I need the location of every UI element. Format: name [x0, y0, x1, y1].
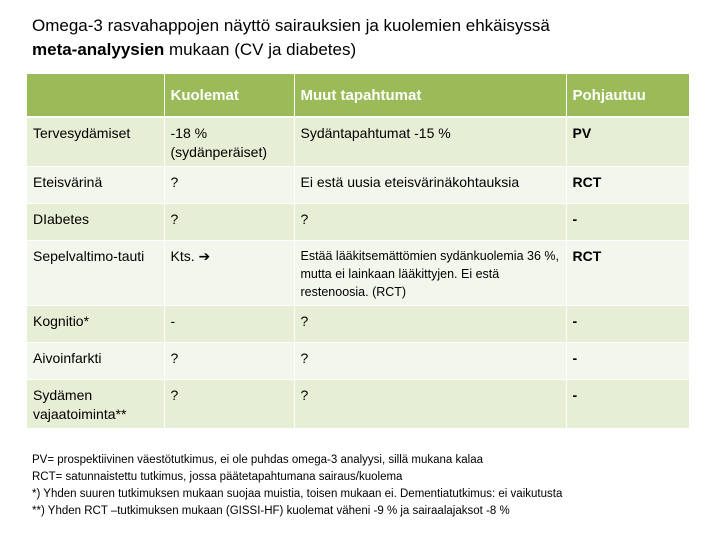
- row-condition: Sepelvaltimo-tauti: [27, 241, 164, 306]
- row-based-on: PV: [566, 117, 689, 167]
- row-other-events: ?: [294, 204, 566, 241]
- row-based-on: -: [566, 204, 689, 241]
- row-other-events: ?: [294, 343, 566, 380]
- table-row: [27, 241, 689, 306]
- table-row: [27, 306, 689, 343]
- row-based-on: RCT: [566, 241, 689, 306]
- footnotes: [32, 452, 702, 520]
- table-row: [27, 117, 689, 167]
- row-condition: Eteisvärinä: [27, 167, 164, 204]
- row-condition: DIabetes: [27, 204, 164, 241]
- footnote-heart-failure: **) Yhden RCT –tutkimuksen mukaan (GISSI-HF) kuolemat väheni -9 % ja sairaalajaksot -8 %: [32, 505, 510, 517]
- row-based-on: -: [566, 380, 689, 429]
- row-other-events: Estää lääkitsemättömien sydänkuolemia 36 %, mutta ei lainkaan lääkittyjen. Ei estä restenoosia. (RCT): [294, 241, 566, 306]
- row-deaths: ?: [164, 204, 294, 241]
- row-based-on: -: [566, 343, 689, 380]
- slide-title: [32, 14, 692, 62]
- table-row: [27, 204, 689, 241]
- table-row: [27, 167, 689, 204]
- row-condition: Tervesydämiset: [27, 117, 164, 167]
- row-deaths: ?: [164, 343, 294, 380]
- row-based-on: -: [566, 306, 689, 343]
- see-text: Kts.: [170, 248, 195, 264]
- footnote-pv: PV= prospektiivinen väestötutkimus, ei ole puhdas omega-3 analyysi, sillä mukana kalaa: [32, 454, 483, 466]
- title-line-1: Omega-3 rasvahappojen näyttö sairauksien ja kuolemien ehkäisyssä: [32, 16, 550, 35]
- footnote-cognition: *) Yhden suuren tutkimuksen mukaan suojaa muistia, toisen mukaan ei. Dementiatutkimus: ei vaikutusta: [32, 488, 563, 500]
- header-based-on: Pohjautuu: [566, 74, 689, 117]
- table-row: [27, 343, 689, 380]
- row-condition: Kognitio*: [27, 306, 164, 343]
- row-deaths: -18 % (sydänperäiset): [164, 117, 294, 167]
- row-other-events: ?: [294, 380, 566, 429]
- title-line-2: [32, 38, 692, 62]
- table-header-row: [27, 74, 689, 117]
- row-condition: Sydämen vajaatoiminta**: [27, 380, 164, 429]
- title-bold-part: meta-analyysien: [32, 40, 165, 59]
- header-deaths: Kuolemat: [164, 74, 294, 117]
- arrow-right-icon: ➔: [198, 248, 211, 264]
- header-other-events: Muut tapahtumat: [294, 74, 566, 117]
- table-row: [27, 380, 689, 429]
- row-deaths: -: [164, 306, 294, 343]
- header-empty: [27, 74, 164, 117]
- evidence-table: [27, 74, 690, 429]
- row-condition: Aivoinfarkti: [27, 343, 164, 380]
- row-other-events: Sydäntapahtumat -15 %: [294, 117, 566, 167]
- footnote-rct: RCT= satunnaistettu tutkimus, jossa päätetapahtumana sairaus/kuolema: [32, 471, 403, 483]
- row-deaths: ?: [164, 380, 294, 429]
- row-other-events: Ei estä uusia eteisvärinäkohtauksia: [294, 167, 566, 204]
- row-based-on: RCT: [566, 167, 689, 204]
- title-rest-part: mukaan (CV ja diabetes): [164, 40, 357, 59]
- row-other-events: ?: [294, 306, 566, 343]
- row-deaths: [164, 241, 294, 306]
- row-deaths: ?: [164, 167, 294, 204]
